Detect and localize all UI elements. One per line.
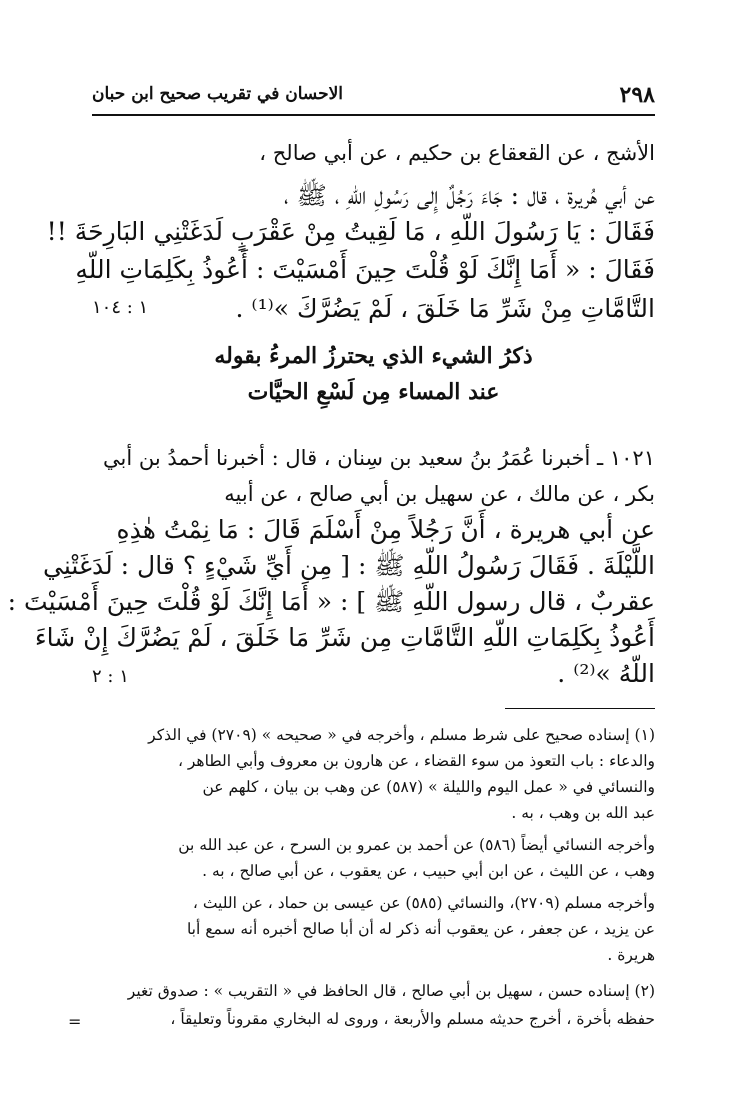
footnote-line: عن يزيد ، عن جعفر ، عن يعقوب أنه ذكر له أن أبا صالح أخبره أنه سمع أبا (186, 920, 655, 938)
footnote-line: وهب ، عن الليث ، عن ابن أبي حبيب ، عن يعقوب ، عن أبي صالح ، به . (202, 862, 655, 880)
isnad-line: بكر ، عن مالك ، عن سهيل بن أبي صالح ، عن أبيه (224, 482, 655, 506)
footnote-line: (١) إسناده صحيح على شرط مسلم ، وأخرجه في « صحيحه » (٢٧٠٩) في الذكر (148, 726, 655, 744)
footnote-line: عبد الله بن وهب ، به . (511, 804, 655, 822)
section-heading: ذكرُ الشيء الذي يحترزُ المرءُ بقوله (214, 343, 533, 369)
body-line: الأشج ، عن القعقاع بن حكيم ، عن أبي صالح ، (259, 141, 655, 165)
footnote-line: (٢) إسناده حسن ، سهيل بن أبي صالح ، قال الحافظ في « التقريب » : صدوق تغير (127, 982, 655, 1000)
hadith-line: عقربٌ ، قال رسول اللّهِ ﷺ ] : « أَمَا إِنَّكَ لَوْ قُلْتَ حِينَ أَمْسَيْتَ : (7, 587, 655, 616)
page-header (92, 80, 655, 116)
reference-number: ١ : ٢ (92, 666, 129, 687)
footnote-line: وأخرجه مسلم (٢٧٠٩)، والنسائي (٥٨٥) عن عيسى بن حماد ، عن الليث ، (192, 894, 655, 912)
footnote-divider (505, 708, 655, 709)
hadith-line: اللَّيْلَةَ . فَقَالَ رَسُولُ اللّهِ ﷺ : [ مِن أَيِّ شَيْءٍ ؟ قال : لَدَغَتْنِي (43, 551, 655, 580)
body-line: فَقَالَ : يَا رَسُولَ اللّهِ ، مَا لَقِيتُ مِنْ عَقْرَبٍ لَدَغَتْنِي البَارِحَةَ !! (46, 217, 655, 246)
reference-number: ١ : ١٠٤ (92, 297, 149, 318)
hadith-line: اللّهُ »⁽²⁾ . (557, 659, 655, 688)
running-title: الاحسان في تقريب صحيح ابن حبان (92, 84, 343, 104)
page-number: ٢٩٨ (619, 82, 655, 108)
isnad-line: ١٠٢١ ـ أخبرنا عُمَرُ بنُ سعيد بن سِنان ، قال : أخبرنا أحمدُ بن أبي (103, 446, 655, 470)
footnote-line: حفظه بأخرة ، أخرج حديثه مسلم والأربعة ، وروى له البخاري مقروناً وتعليقاً ، (170, 1010, 655, 1028)
footnote-line: والدعاء : باب التعوذ من سوء القضاء ، عن هارون بن معروف وأبي الطاهر ، (177, 752, 655, 770)
footnote-line: هريرة . (607, 946, 655, 964)
continuation-mark: = (68, 1012, 82, 1031)
body-line: فَقَالَ : « أَمَا إِنَّكَ لَوْ قُلْتَ حِينَ أَمْسَيْتَ : أَعُوذُ بِكَلِمَاتِ اللّهِ (75, 255, 655, 284)
footnote-line: وأخرجه النسائي أيضاً (٥٨٦) عن أحمد بن عمرو بن السرح ، عن عبد الله بن (178, 836, 655, 854)
body-line: التَّامَّاتِ مِنْ شَرِّ مَا خَلَقَ ، لَمْ يَضُرَّكَ »⁽¹⁾ . (235, 294, 655, 323)
section-heading: عند المساء مِن لَسْعِ الحيَّات (247, 379, 500, 405)
body-line: عن أبي هُريرة ، قال : جَاءَ رَجُلٌ إِلى رَسُولِ اللّهِ ، ﷺ ، (283, 181, 655, 210)
hadith-line: أَعُوذُ بِكَلِمَاتِ اللّهِ التَّامَّاتِ مِن شَرِّ مَا خَلَقَ ، لَمْ يَضُرَّكَ إِنْ شَاءَ (34, 623, 655, 652)
hadith-line: عن أبي هريرة ، أَنَّ رَجُلاً مِنْ أَسْلَمَ قَالَ : مَا نِمْتُ هٰذِهِ (116, 515, 655, 544)
footnote-line: والنسائي في « عمل اليوم والليلة » (٥٨٧) عن وهب بن بيان ، كلهم عن (202, 778, 655, 796)
